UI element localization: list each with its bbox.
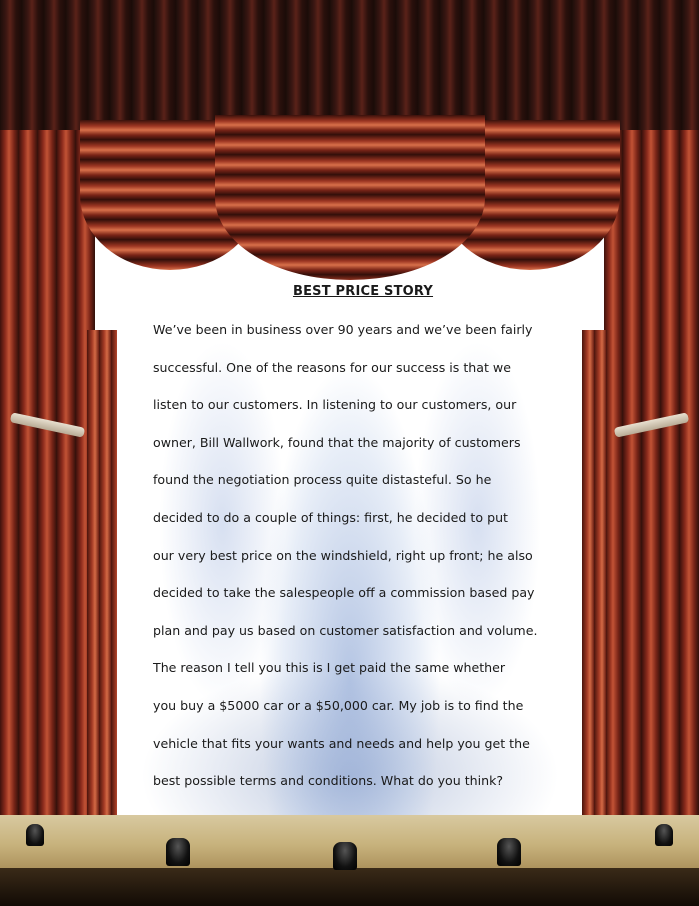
story-line: owner, Bill Wallwork, found that the majority of customers	[153, 434, 521, 450]
story-line: found the negotiation process quite distasteful. So he	[153, 472, 492, 488]
story-line: best possible terms and conditions. What do you think?	[153, 773, 504, 789]
footlight-icon	[166, 838, 190, 866]
story-line: We’ve been in business over 90 years and we’ve been fairly	[153, 322, 533, 337]
story-line: you buy a $5000 car or a $50,000 car. My job is to find the	[153, 697, 524, 713]
story-line: decided to do a couple of things: first, he decided to put	[153, 509, 508, 525]
story-line: The reason I tell you this is I get paid the same whether	[153, 660, 506, 676]
story-line: vehicle that fits your wants and needs and help you get the	[153, 735, 530, 751]
story-title: BEST PRICE STORY	[292, 284, 434, 299]
stage-edge	[0, 868, 699, 906]
story-line: successful. One of the reasons for our success is that we	[153, 359, 511, 375]
left-curtain	[0, 130, 95, 850]
story-text-block	[153, 284, 573, 800]
footlight-icon	[26, 824, 44, 846]
footlight-icon	[333, 842, 357, 870]
footlight-icon	[655, 824, 673, 846]
story-line: our very best price on the windshield, right up front; he also	[153, 547, 533, 563]
story-line: listen to our customers. In listening to our customers, our	[153, 397, 517, 413]
story-line: plan and pay us based on customer satisfaction and volume.	[153, 622, 538, 638]
story-line: decided to take the salespeople off a commission based pay	[153, 585, 535, 601]
valance-swag-center	[215, 115, 485, 280]
right-curtain	[604, 130, 699, 850]
footlight-icon	[497, 838, 521, 866]
